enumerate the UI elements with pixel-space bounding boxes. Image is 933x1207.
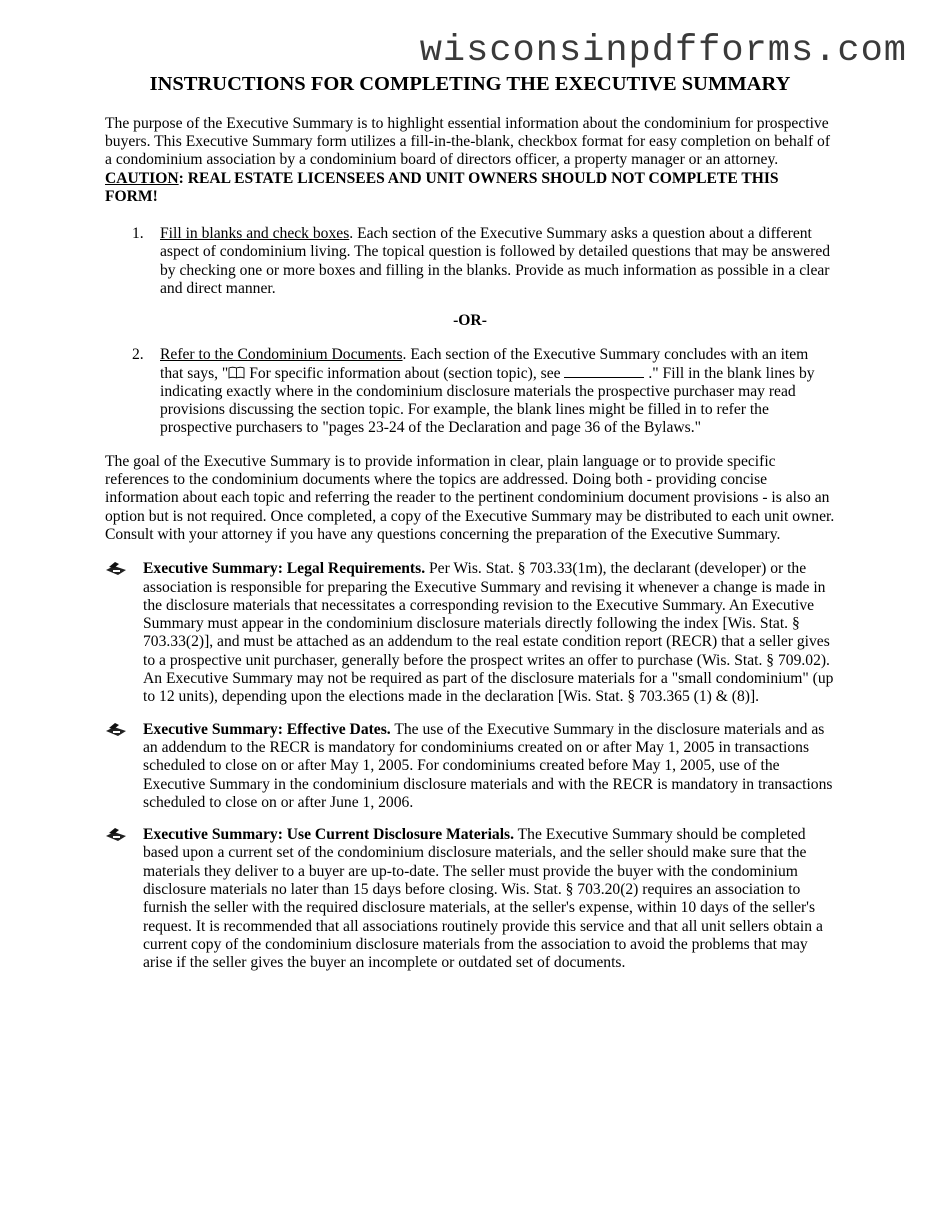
step-text: ." Fill in the blank lines by indicating exactly where in the condominium disclosure materials the prospective purchaser may read provisions discussing the section topic. For example, the blank lines might be filled in to refer the prospective purchasers to "pages 23-24 of the Declaration and page 36 of the Bylaws." <box>160 364 815 437</box>
bullet-text: The use of the Executive Summary in the disclosure materials and as an addendum to the RECR is mandatory for condominiums created on or after May 1, 2005 in transactions scheduled to close on or after May 1, 2005. For condominiums created before May 1, 2005, use of the Executive Summary in the condominium disclosure materials and with the RECR is mandatory in transactions scheduled to close on or after June 1, 2006. <box>143 720 833 811</box>
bullet-text: Per Wis. Stat. § 703.33(1m), the declarant (developer) or the association is responsible for preparing the Executive Summary and revising it whenever a change is made in the disclosure materials that necessitates a corresponding revision to the Executive Summary. An Executive Summary must appear in the condominium disclosure materials directly following the index [Wis. Stat. § 703.33(2)], and must be attached as an addendum to the real estate condition report (RECR) that a seller gives to a prospective unit purchaser, generally before the prospect writes an offer to purchase (Wis. Stat. § 709.02). An Executive Summary may not be required as part of the disclosure materials for a "small condominium" (up to 12 units), depending upon the elections made in the declaration [Wis. Stat. § 703.365 (1) & (8)]. <box>143 560 834 706</box>
step-heading: Refer to the Condominium Documents <box>160 346 403 364</box>
step-heading: Fill in blanks and check boxes <box>160 225 350 243</box>
step-item <box>105 225 835 298</box>
page-title: INSTRUCTIONS FOR COMPLETING THE EXECUTIVE SUMMARY <box>149 73 791 95</box>
bullet-heading: Executive Summary: Legal Requirements. <box>143 560 426 578</box>
writing-hand-icon <box>105 722 127 738</box>
steps-list <box>105 225 835 298</box>
bullet-item <box>105 826 835 972</box>
bullet-heading: Executive Summary: Effective Dates. <box>143 720 391 738</box>
step-number: 1. <box>132 225 144 243</box>
or-divider: -OR- <box>453 312 487 330</box>
step-number: 2. <box>132 346 144 364</box>
book-icon <box>228 366 245 379</box>
bullet-item <box>105 721 835 812</box>
writing-hand-icon <box>105 561 127 577</box>
document-page <box>105 72 835 987</box>
bullet-item <box>105 560 835 706</box>
intro-paragraph <box>105 115 835 206</box>
step-text: For specific information about (section topic), see <box>245 364 565 382</box>
caution-label: CAUTION <box>105 169 179 187</box>
step-text: . Each section of the Executive Summary asks a question about a different aspect of condominium living. The topical question is followed by detailed questions that may be answered by checking one or more boxes and filling in the blanks. Provide as much information as possible in a clear and direct manner. <box>160 225 831 297</box>
watermark: wisconsinpdfforms.com <box>419 30 907 72</box>
intro-text: The purpose of the Executive Summary is to highlight essential information about the condominium for prospective buyers. This Executive Summary form utilizes a fill-in-the-blank, checkbox format for easy completion on behalf of a condominium association by a condominium board of directors officer, a property manager or an attorney. <box>105 114 831 169</box>
step-item <box>105 346 835 437</box>
bullet-heading: Executive Summary: Use Current Disclosure Materials. <box>143 826 515 844</box>
bullet-text: The Executive Summary should be completed based upon a current set of the condominium disclosure materials, and the seller should make sure that the materials they deliver to a buyer are up-to-date. The seller must provide the buyer with the condominium disclosure materials no later than 15 days before closing. Wis. Stat. § 703.20(2) requires an association to furnish the seller with the required disclosure materials, at the seller's expense, within 10 days of the seller's request. It is recommended that all associations routinely provide this service and that all unit sellers obtain a current copy of the condominium disclosure materials from the association to avoid the problems that may arise if the seller gives the buyer an incomplete or outdated set of documents. <box>143 826 823 972</box>
steps-list <box>105 346 835 437</box>
goal-paragraph: The goal of the Executive Summary is to provide information in clear, plain language or to provide specific references to the condominium documents where the topics are addressed. Doing both - providing concise information about each topic and referring the reader to the pertinent condominium document provisions - is also an option but is not required. Once completed, a copy of the Executive Summary may be distributed to each unit owner. Consult with your attorney if you have any questions concerning the preparation of the Executive Summary. <box>105 452 835 543</box>
caution-text: : REAL ESTATE LICENSEES AND UNIT OWNERS SHOULD NOT COMPLETE THIS FORM! <box>105 169 779 205</box>
blank-line <box>564 365 644 378</box>
writing-hand-icon <box>105 827 127 843</box>
step-text: . Each section of the Executive Summary concludes with an item that says, " <box>160 346 809 382</box>
